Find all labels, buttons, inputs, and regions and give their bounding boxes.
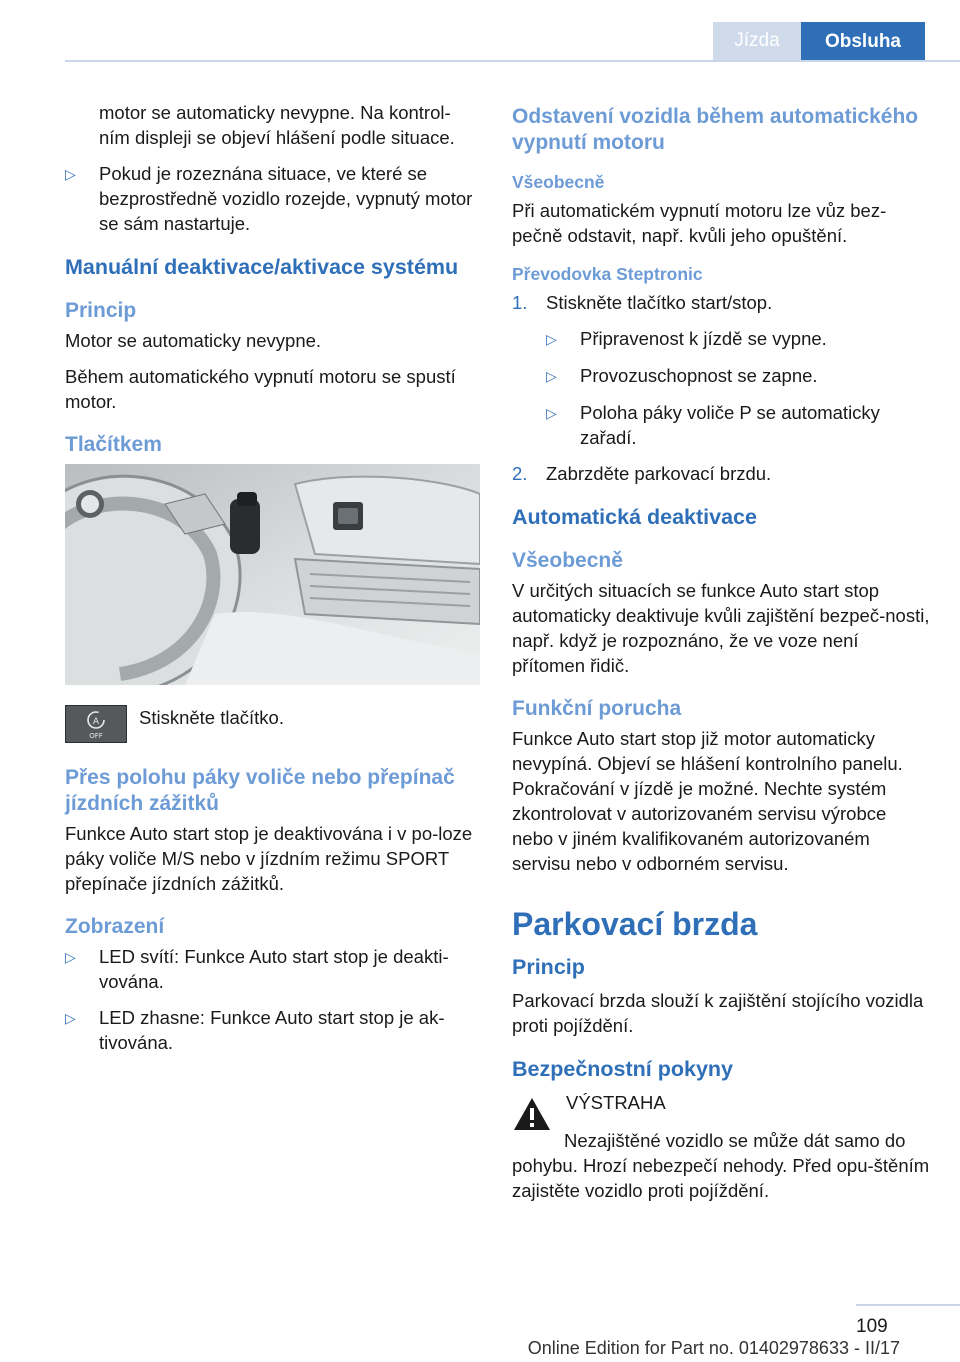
list-item-text: Pokud je rozeznána situace, ve které se bezprostředně vozidlo rozejde, vypnutý motor se sám nastartuje. — [99, 163, 473, 234]
button-caption: Stiskněte tlačítko. — [139, 707, 284, 728]
heading-parkovaci-brzda: Parkovací brzda — [512, 906, 758, 942]
list-item — [65, 944, 480, 994]
list-item-text: LED svítí: Funkce Auto start stop je deakti‐vována. — [99, 946, 449, 992]
triangle-right-icon: ▷ — [546, 368, 557, 384]
tab-section-jizda: Jízda — [713, 22, 801, 60]
list-item-text: Provozuschopnost se zapne. — [580, 365, 818, 386]
footer-rule — [856, 1304, 960, 1306]
list-item — [65, 161, 480, 236]
heading-automaticka: Automatická deaktivace — [512, 505, 757, 529]
heading-princip: Princip — [65, 299, 137, 322]
heading-tlacitkem: Tlačítkem — [65, 433, 162, 456]
list-item — [546, 326, 930, 352]
tab-section-obsluha: Obsluha — [801, 22, 925, 62]
paragraph: Parkovací brzda slouží k zajištění stojícího vozidla proti pojíždění. — [512, 990, 924, 1036]
heading-bezpecnost: Bezpečnostní pokyny — [512, 1057, 734, 1081]
heading-zobrazeni: Zobrazení — [65, 915, 165, 938]
paragraph: Během automatického vypnutí motoru se spustí motor. — [65, 366, 456, 412]
list-item — [546, 400, 930, 450]
heading-prevodovka: Převodovka Steptronic — [512, 264, 703, 284]
list-item — [65, 1005, 480, 1055]
right-column — [512, 100, 930, 1214]
step-number: 1. — [512, 292, 528, 313]
paragraph: Funkce Auto start stop již motor automaticky nevypíná. Objeví se hlášení kontrolního panelu. Pokračování v jízdě je možné. Nechte systém zkontrolovat v autorizovaném servisu výrobce nebo v jiném kvalifikovaném autorizovaném servisu nebo v odborném servisu. — [512, 728, 903, 874]
numbered-item — [512, 290, 930, 315]
heading-princip: Princip — [512, 955, 585, 979]
paragraph: V určitých situacích se funkce Auto start stop automaticky deaktivuje kvůli zajištění bezpeč‐nosti, např. když je rozpoznáno, že ve voze není přítomen řidič. — [512, 580, 930, 676]
triangle-right-icon: ▷ — [546, 331, 557, 347]
header-rule — [65, 60, 960, 62]
auto-start-stop-off-icon — [65, 705, 127, 743]
edition-footer: Online Edition for Part no. 01402978633 - II/17 — [527, 1338, 900, 1358]
step-text: Stiskněte tlačítko start/stop. — [546, 292, 773, 313]
numbered-item — [512, 461, 930, 486]
warning-title: VÝSTRAHA — [566, 1092, 666, 1113]
paragraph: Při automatickém vypnutí motoru lze vůz bez‐pečně odstavit, např. kvůli jeho opuštění. — [512, 200, 887, 246]
triangle-right-icon: ▷ — [65, 949, 76, 965]
button-instruction — [65, 705, 480, 743]
step-number: 2. — [512, 463, 528, 484]
paragraph: Funkce Auto start stop je deaktivována i v po‐loze páky voliče M/S nebo v jízdním režimu SPORT přepínače jízdních zážitků. — [65, 823, 473, 894]
paragraph: Motor se automaticky nevypne. — [65, 330, 322, 351]
list-item-text: Připravenost k jízdě se vypne. — [580, 328, 827, 349]
heading-vseobecne: Všeobecně — [512, 549, 623, 572]
heading-odstaveni: Odstavení vozidla během automatického vypnutí motoru — [512, 105, 919, 154]
list-item-text: Poloha páky voliče P se automaticky zařadí. — [580, 402, 880, 448]
list-item-text: LED zhasne: Funkce Auto start stop je ak‐tivována. — [99, 1007, 445, 1053]
step-text: Zabrzděte parkovací brzdu. — [546, 463, 772, 484]
heading-porucha: Funkční porucha — [512, 697, 682, 720]
triangle-right-icon: ▷ — [65, 166, 76, 182]
warning-text: Nezajištěné vozidlo se může dát samo do pohybu. Hrozí nebezpečí nehody. Před opu‐štěním zajistěte vozidlo proti pojíždění. — [512, 1130, 930, 1201]
page-header — [65, 0, 960, 62]
dashboard-photo — [65, 464, 480, 685]
left-column — [65, 100, 480, 1066]
warning-box — [512, 1090, 930, 1132]
triangle-right-icon: ▷ — [65, 1010, 76, 1026]
heading-pres-polohu: Přes polohu páky voliče nebo přepínač jízdních zážitků — [65, 766, 455, 815]
heading-manual-deactivation: Manuální deaktivace/aktivace systému — [65, 255, 459, 279]
warning-triangle-icon — [512, 1096, 552, 1132]
list-item — [546, 363, 930, 389]
svg-text:OFF: OFF — [89, 732, 103, 740]
triangle-right-icon: ▷ — [546, 405, 557, 421]
page-number: 109 — [856, 1316, 888, 1337]
heading-vseobecne: Všeobecně — [512, 172, 605, 192]
intro-continuation: motor se automaticky nevypne. Na kontrol‐ním displeji se objeví hlášení podle situace. — [99, 102, 455, 148]
svg-text:A: A — [92, 717, 100, 727]
